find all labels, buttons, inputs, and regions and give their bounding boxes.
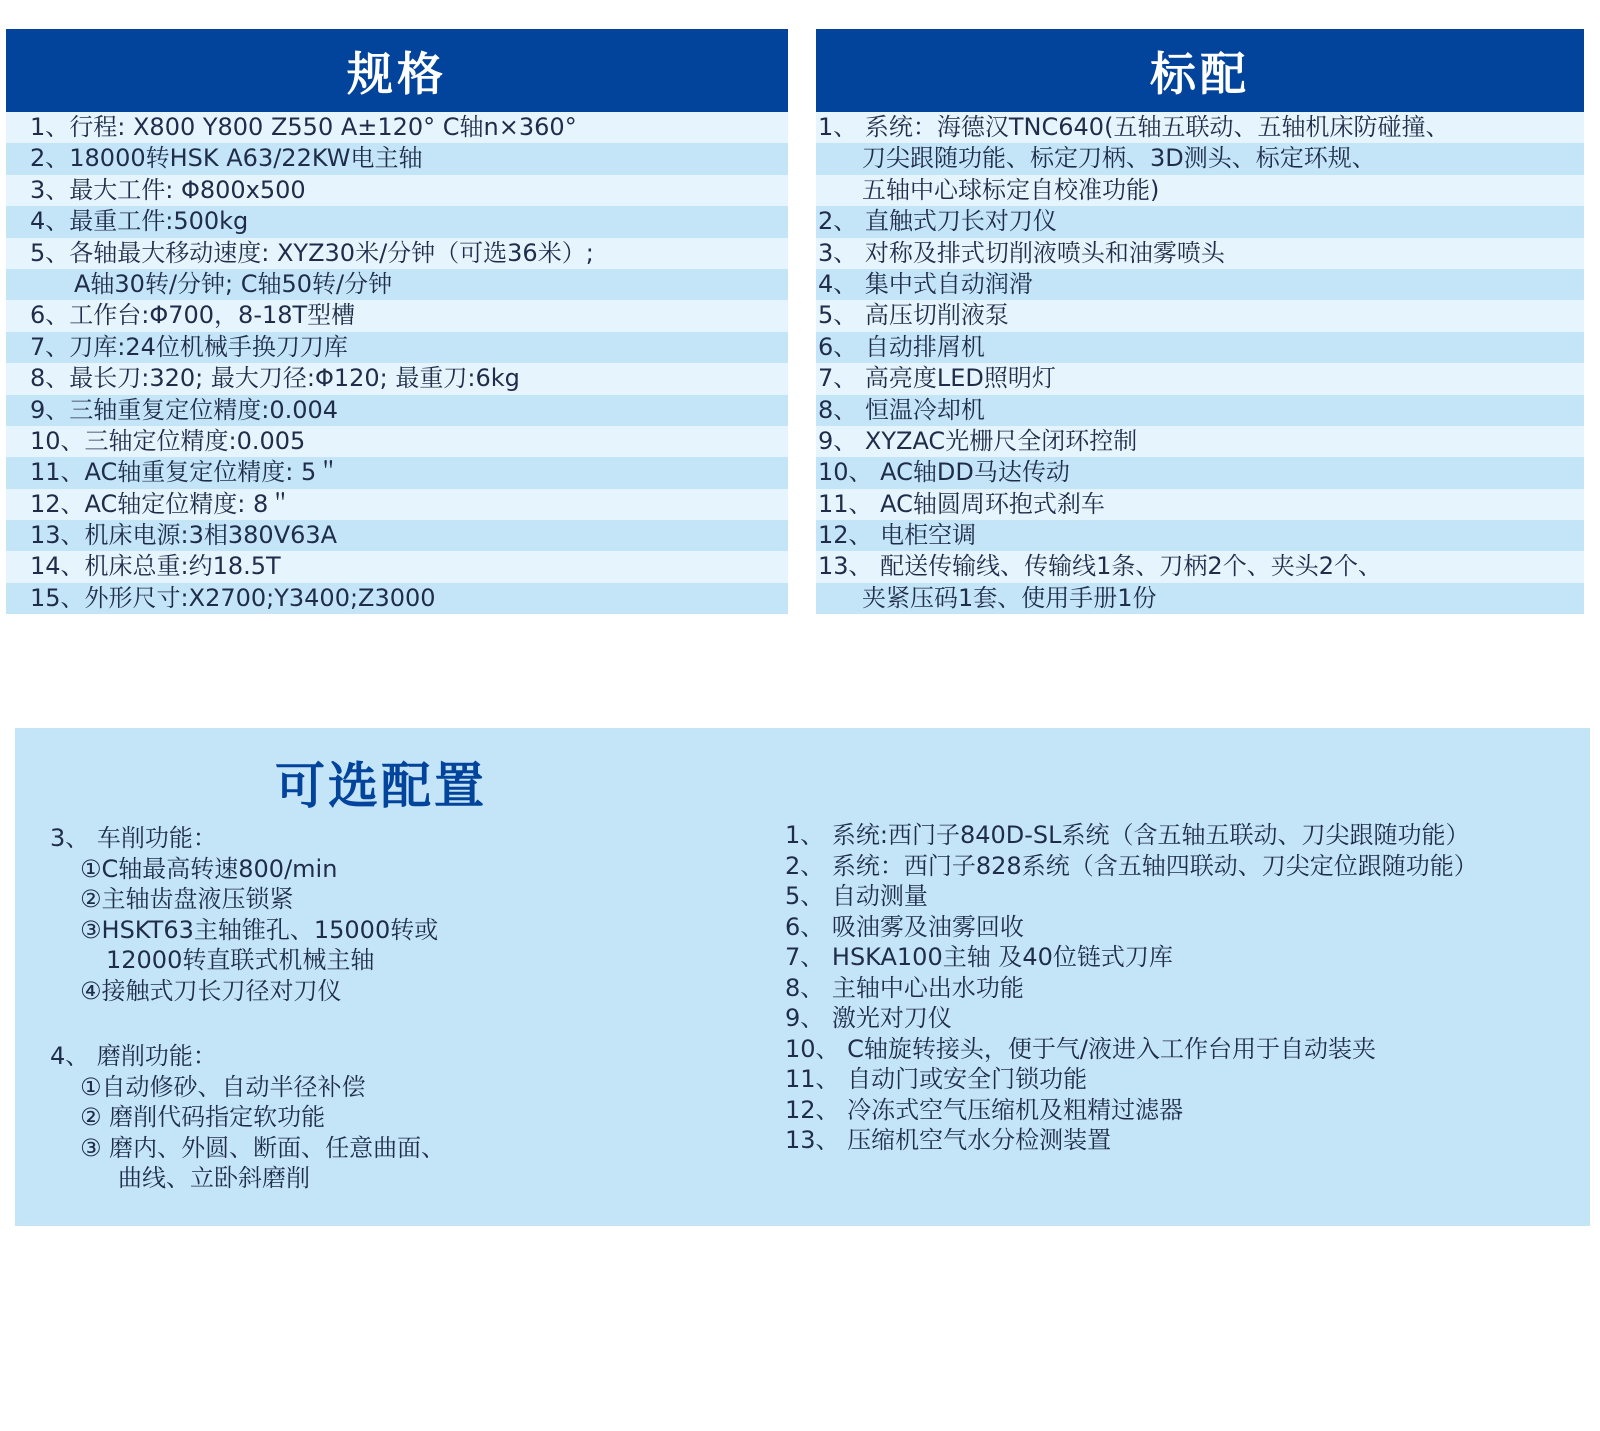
optional-sub-item: ③HSKT63主轴锥孔、15000转或 — [80, 915, 439, 944]
specs-row: 14、机床总重:约18.5T — [6, 551, 788, 582]
optional-right-list — [785, 820, 1478, 1156]
specs-row: 1、行程: X800 Y800 Z550 A±120° C轴n×360° — [6, 112, 788, 143]
optional-item: 1、 系统:西门子840D-SL系统（含五轴五联动、刀尖跟随功能） — [785, 821, 1470, 849]
optional-sub-item: ② 磨削代码指定软功能 — [80, 1103, 326, 1131]
specs-row: 10、三轴定位精度:0.005 — [6, 426, 788, 457]
optional-item: 13、 压缩机空气水分检测装置 — [785, 1126, 1112, 1154]
specs-row: 12、AC轴定位精度: 8＂ — [6, 489, 788, 520]
specs-row: 15、外形尺寸:X2700;Y3400;Z3000 — [6, 583, 788, 614]
specs-row: 9、三轴重复定位精度:0.004 — [6, 395, 788, 426]
specs-row: 2、18000转HSK A63/22KW电主轴 — [6, 143, 788, 174]
optional-sub-item-continued: 曲线、立卧斜磨削 — [118, 1164, 310, 1192]
optional-item: 8、 主轴中心出水功能 — [785, 973, 1024, 1002]
optional-sub-item: ③ 磨内、外圆、断面、任意曲面、 — [80, 1133, 446, 1162]
optional-sub-item: ②主轴齿盘液压锁紧 — [80, 885, 294, 913]
optional-item: 10、 C轴旋转接头，便于气/液进入工作台用于自动装夹 — [785, 1034, 1377, 1063]
standard-row: 11、 AC轴圆周环抱式刹车 — [816, 489, 1584, 520]
standard-row: 4、 集中式自动润滑 — [816, 269, 1584, 300]
specs-row: 6、工作台:Φ700，8-18T型槽 — [6, 300, 788, 331]
optional-item: 5、 自动测量 — [785, 882, 928, 910]
standard-row: 1、 系统：海德汉TNC640(五轴五联动、五轴机床防碰撞、 — [816, 112, 1584, 143]
optional-item: 12、 冷冻式空气压缩机及粗精过滤器 — [785, 1095, 1184, 1124]
standard-row: 2、 直触式刀长对刀仪 — [816, 206, 1584, 237]
specs-row: 4、最重工件:500kg — [6, 206, 788, 237]
optional-title: 可选配置 — [275, 757, 487, 815]
optional-item: 11、 自动门或安全门锁功能 — [785, 1065, 1088, 1093]
specs-row: 5、各轴最大移动速度: XYZ30米/分钟（可选36米）; — [6, 238, 788, 269]
optional-sub-item: ④接触式刀长刀径对刀仪 — [80, 976, 342, 1005]
optional-panel — [15, 728, 1590, 1226]
standard-row: 3、 对称及排式切削液喷头和油雾喷头 — [816, 238, 1584, 269]
optional-left-list — [50, 823, 445, 1194]
optional-sub-item: ①自动修砂、自动半径补偿 — [80, 1072, 366, 1101]
standard-list — [816, 112, 1584, 614]
specs-row: 7、刀库:24位机械手换刀刀库 — [6, 332, 788, 363]
standard-row-continued: 刀尖跟随功能、标定刀柄、3D测头、标定环规、 — [816, 143, 1584, 174]
standard-row: 5、 高压切削液泵 — [816, 300, 1584, 331]
specs-row-continued: A轴30转/分钟; C轴50转/分钟 — [6, 269, 788, 300]
standard-row: 12、 电柜空调 — [816, 520, 1584, 551]
optional-item: 7、 HSKA100主轴 及40位链式刀库 — [785, 943, 1173, 971]
standard-row: 7、 高亮度LED照明灯 — [816, 363, 1584, 394]
standard-row-continued: 五轴中心球标定自校准功能) — [816, 175, 1584, 206]
standard-row: 6、 自动排屑机 — [816, 332, 1584, 363]
optional-item: 9、 激光对刀仪 — [785, 1004, 952, 1032]
standard-row: 10、 AC轴DD马达传动 — [816, 457, 1584, 488]
optional-group-heading: 4、 磨削功能： — [50, 1042, 217, 1070]
optional-item: 2、 系统：西门子828系统（含五轴四联动、刀尖定位跟随功能） — [785, 851, 1478, 880]
standard-row: 9、 XYZAC光栅尺全闭环控制 — [816, 426, 1584, 457]
specs-title: 规格 — [6, 29, 788, 112]
standard-row-continued: 夹紧压码1套、使用手册1份 — [816, 583, 1584, 614]
optional-sub-item: ①C轴最高转速800/min — [80, 854, 338, 883]
standard-title: 标配 — [816, 29, 1584, 112]
standard-row: 13、 配送传输线、传输线1条、刀柄2个、夹头2个、 — [816, 551, 1584, 582]
specs-row: 3、最大工件: Φ800x500 — [6, 175, 788, 206]
specs-row: 11、AC轴重复定位精度: 5＂ — [6, 457, 788, 488]
specs-row: 13、机床电源:3相380V63A — [6, 520, 788, 551]
standard-row: 8、 恒温冷却机 — [816, 395, 1584, 426]
specs-panel — [6, 29, 788, 614]
optional-sub-item-continued: 12000转直联式机械主轴 — [106, 946, 375, 974]
optional-group-heading: 3、 车削功能： — [50, 824, 217, 852]
optional-item: 6、 吸油雾及油雾回收 — [785, 912, 1024, 941]
standard-panel — [816, 29, 1584, 614]
specs-row: 8、最长刀:320; 最大刀径:Φ120; 最重刀:6kg — [6, 363, 788, 394]
specs-list — [6, 112, 788, 614]
